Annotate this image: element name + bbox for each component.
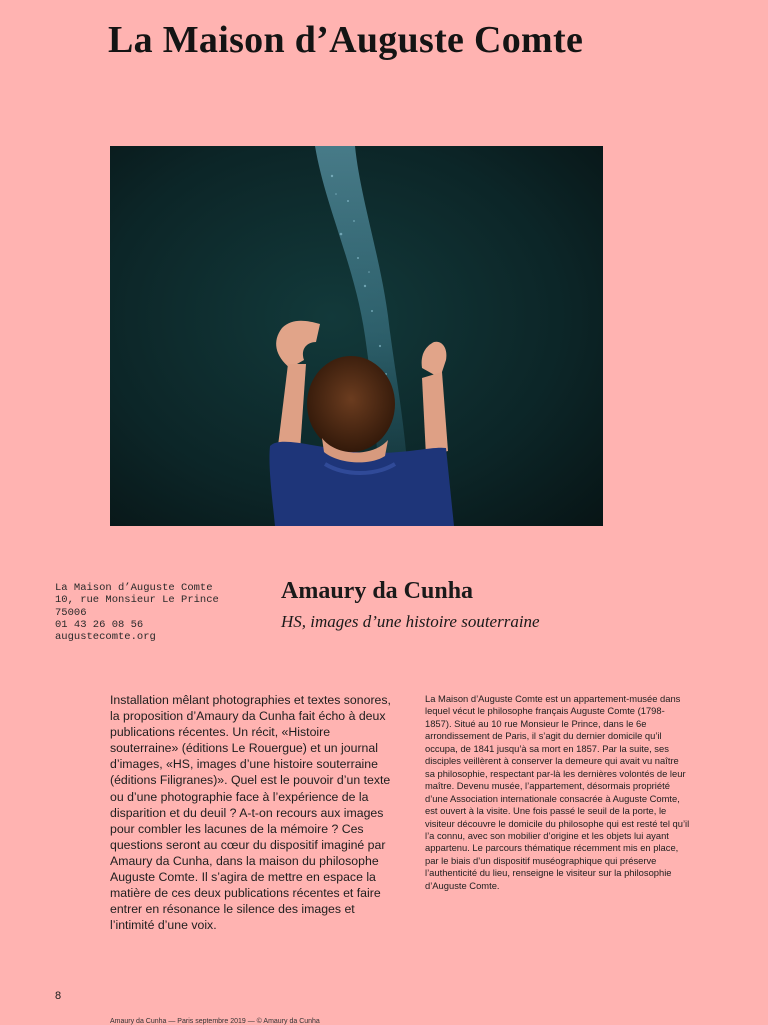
page-title: La Maison d’Auguste Comte: [108, 19, 584, 61]
exhibition-photo: [110, 146, 603, 526]
exhibition-title: HS, images d’une histoire souterraine: [281, 612, 540, 631]
address-phone: 01 43 26 08 56: [55, 618, 144, 631]
address-street: 10, rue Monsieur Le Prince: [55, 594, 219, 607]
address-postcode: 75006: [55, 606, 87, 619]
venue-description: La Maison d’Auguste Comte est un appartement-musée dans lequel vécut le philosophe français Auguste Comte (1798-1857). Situé au 10 rue Monsieur le Prince, dans le 6e arrondissement de Paris, il s’agit du dernier domicile qu’il occupa, de 1841 jusqu’à sa mort en 1857. Par la suite, ses disciples veillèrent à conserver la demeure qui avait vu naître sa philosophie, respectant par-là les dernières volontés de leur maître. Devenu musée, l’appartement, désormais propriété d’une Association internationale consacrée à Auguste Comte, est ouvert à la visite. Une fois passé le seuil de la porte, le visiteur découvre le domicile du philosophe qui est resté tel qu’il l’a connu, avec son mobilier d’origine et les objets lui ayant appartenu. Le parcours thématique récemment mis en place, par le biais d’un dispositif muséographique qui préserve l’authenticité du lieu, renseigne le visiteur sur la philosophie d’Auguste Comte.: [425, 693, 690, 891]
address-venue: La Maison d’Auguste Comte: [55, 582, 213, 594]
exhibition-description: Installation mêlant photographies et textes sonores, la proposition d’Amaury da Cunha fait écho à deux publications récentes. Un récit, «Histoire souterraine» (éditions Le Rouergue) et un journal d’images, «HS, images d’une histoire souterraine (éditions Filigranes)». Quel est le pouvoir d’un texte ou d’une photographie face à l’expérience de la disparition et du deuil ? A-t-on recours aux images pour combler les lacunes de la mémoire ? Ces questions seront au cœur du dispositif imaginé par Amaury da Cunha, dans la maison du philosophe Auguste Comte. Il s’agira de mettre en espace la matière de ces deux publications récentes et faire entrer en résonance le silence des images et l’intimité d’une voix.: [110, 693, 391, 933]
photo-credit: Amaury da Cunha — Paris septembre 2019 — © Amaury da Cunha: [110, 1018, 320, 1025]
address-website[interactable]: augustecomte.org: [55, 631, 156, 644]
artist-name: Amaury da Cunha: [281, 578, 474, 604]
page-number: 8: [55, 990, 62, 1002]
address-block: [55, 582, 219, 643]
